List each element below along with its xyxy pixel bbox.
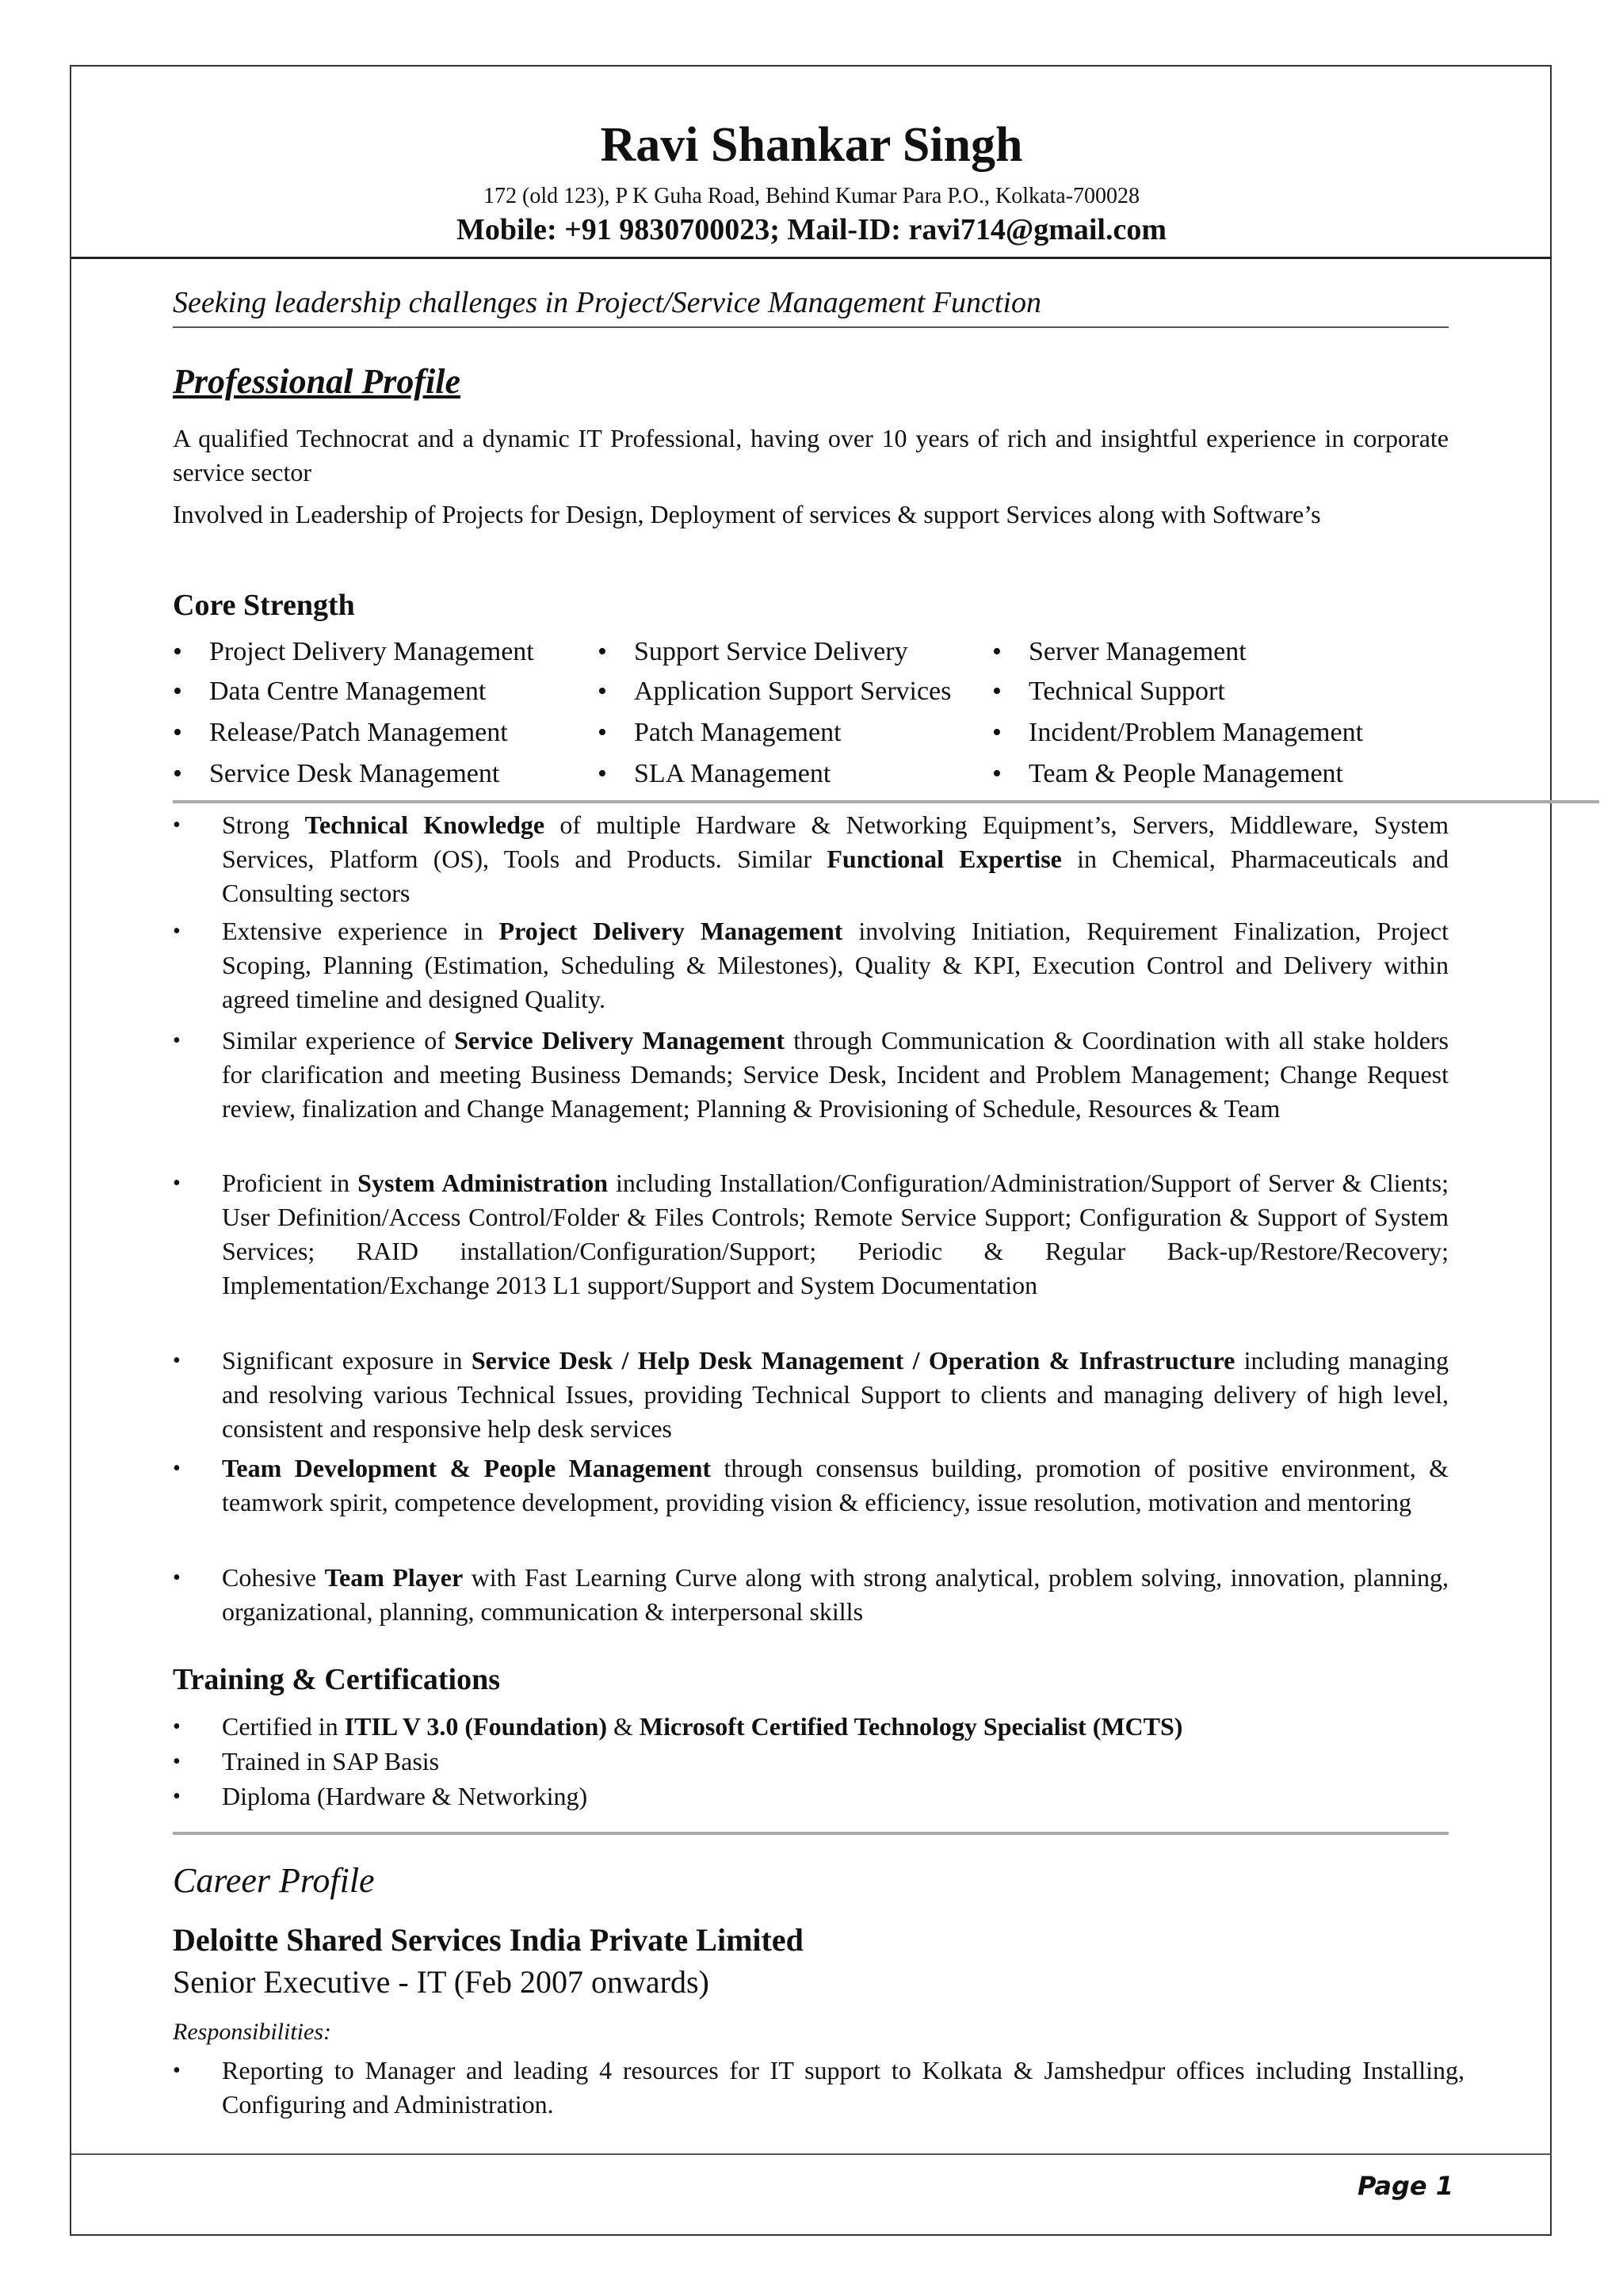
core-strength-item: • Technical Support <box>992 677 1225 706</box>
core-strength-item: • Support Service Delivery <box>598 637 908 666</box>
page-number: Page 1 <box>1357 2171 1453 2201</box>
core-strength-heading: Core Strength <box>173 589 355 622</box>
core-strength-item: • Patch Management <box>598 718 842 747</box>
responsibilities-label: Responsibilities: <box>173 2019 331 2045</box>
objective: Seeking leadership challenges in Project/Service Management Function <box>173 286 1042 319</box>
core-strength-item: • Incident/Problem Management <box>992 718 1364 747</box>
footer-divider <box>71 2153 1552 2155</box>
core-strength-item: • Application Support Services <box>598 677 952 706</box>
job-role: Senior Executive - IT (Feb 2007 onwards) <box>173 1964 709 2000</box>
core-strength-item: • Server Management <box>992 637 1247 666</box>
company-name: Deloitte Shared Services India Private Limited <box>173 1922 804 1958</box>
header-divider <box>71 257 1552 259</box>
contact-line: Mobile: +91 9830700023; Mail-ID: ravi714@gmail.com <box>456 213 1167 246</box>
candidate-name: Ravi Shankar Singh <box>600 118 1023 172</box>
core-strength-divider <box>173 800 1599 803</box>
core-strength-item: • Data Centre Management <box>173 677 487 706</box>
core-strength-item: • Project Delivery Management <box>173 637 534 666</box>
core-strength-item: • Service Desk Management <box>173 759 500 788</box>
profile-paragraph-1: A qualified Technocrat and a dynamic IT Professional, having over 10 years of rich and insightful experience in corporate service sector <box>173 424 1449 486</box>
core-strength-item: • Release/Patch Management <box>173 718 508 747</box>
training-divider <box>173 1832 1449 1835</box>
core-strength-item: • SLA Management <box>598 759 831 788</box>
profile-heading: Professional Profile <box>173 362 460 401</box>
profile-paragraph-2: Involved in Leadership of Projects for Design, Deployment of services & support Services along with Software’s <box>173 500 1321 528</box>
training-heading: Training & Certifications <box>173 1663 501 1696</box>
career-heading: Career Profile <box>173 1861 375 1900</box>
core-strength-item: • Team & People Management <box>992 759 1343 788</box>
address: 172 (old 123), P K Guha Road, Behind Kumar Para P.O., Kolkata-700028 <box>483 184 1140 208</box>
objective-divider <box>173 326 1449 328</box>
